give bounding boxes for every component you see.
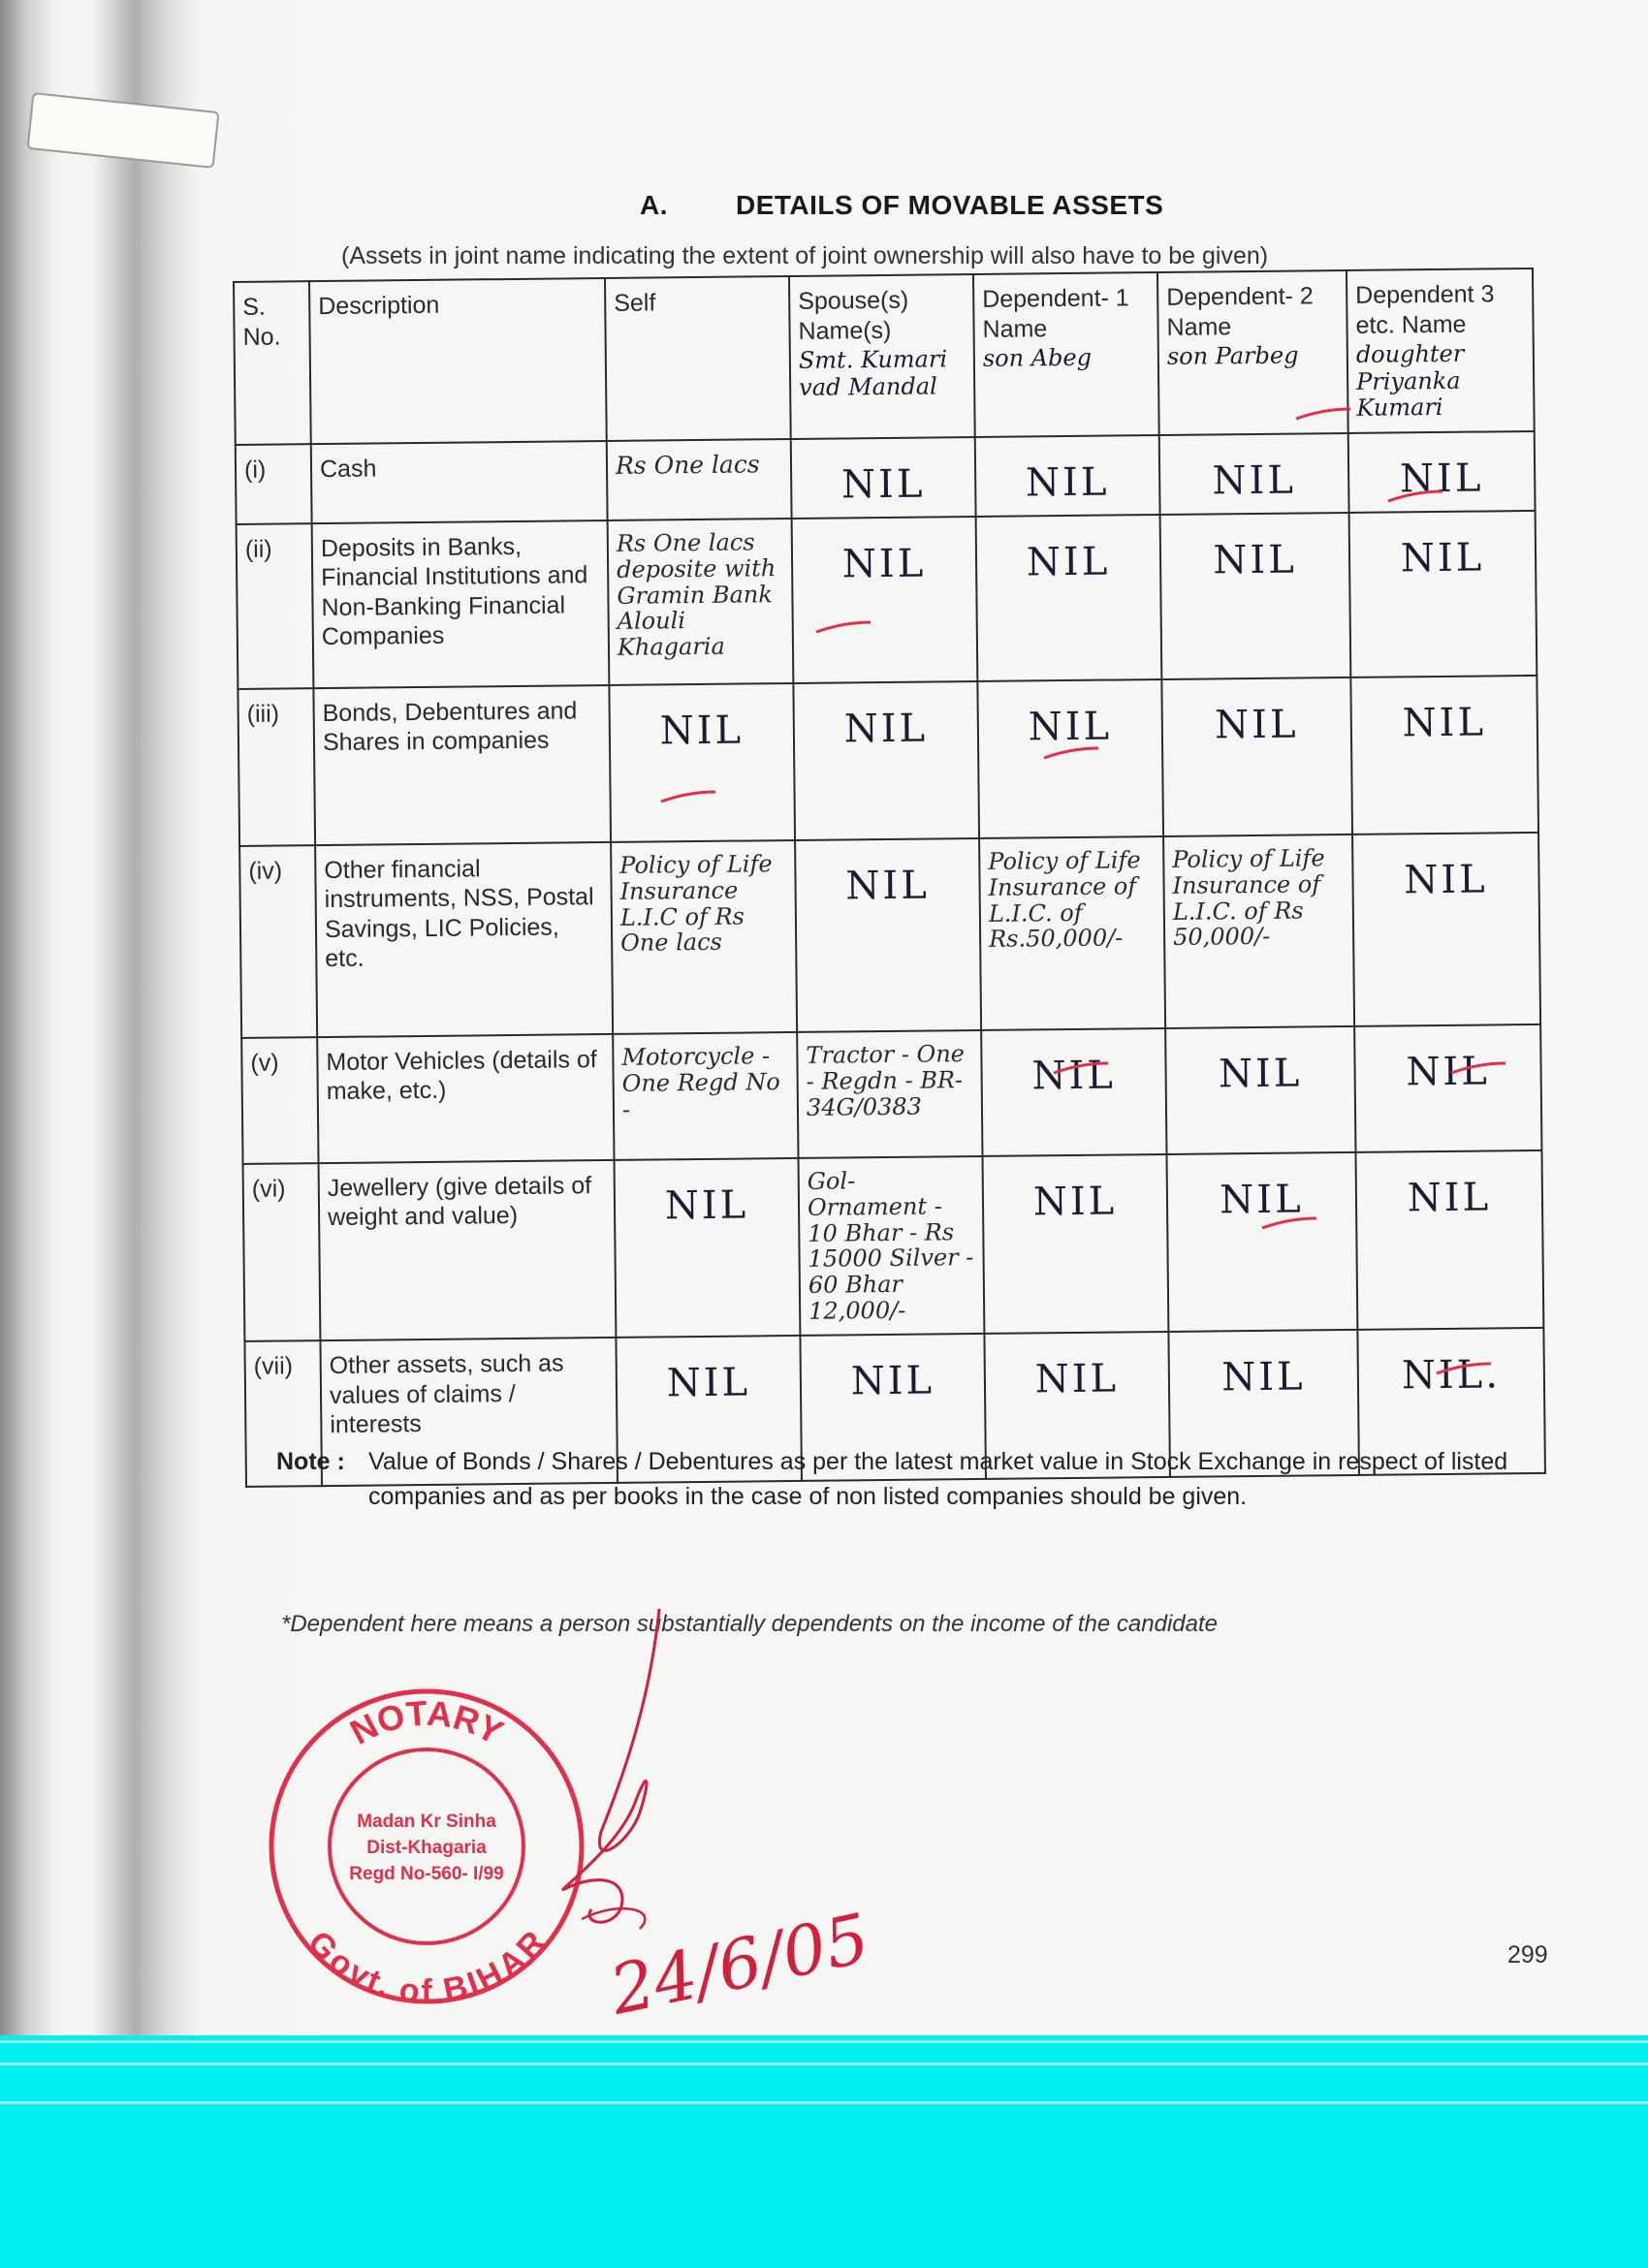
row-dep1: NIL: [1025, 459, 1110, 506]
table-row: [241, 1024, 1541, 1164]
row-self: Policy of Life Insurance L.I.C of Rs One lacs: [611, 840, 797, 1034]
header-dep1-label: Dependent- 1 Name: [982, 284, 1129, 343]
row-dep2: NIL: [1220, 1354, 1306, 1401]
row-self: Rs One lacs: [607, 439, 792, 520]
row-dep3: NIL: [1400, 535, 1485, 582]
table-row: [237, 511, 1537, 689]
row-dep1: NIL: [1026, 539, 1111, 585]
row-sno: (iv): [239, 845, 317, 1038]
row-dep3: NIL: [1402, 700, 1487, 746]
row-sno: (ii): [237, 523, 314, 689]
red-tick-mark: [1294, 407, 1352, 421]
red-tick-mark: [1052, 1061, 1110, 1075]
row-sno: (iii): [238, 688, 315, 846]
seal-bottom-text: Govt. of BIHAR: [300, 1924, 554, 2011]
row-description: Motor Vehicles (details of make, etc.): [317, 1034, 614, 1163]
header-dep3: [1347, 268, 1535, 433]
row-spouse: NIL: [843, 706, 929, 752]
header-self: Self: [605, 276, 791, 441]
row-self: NIL: [666, 1360, 751, 1406]
row-dep2: NIL: [1213, 537, 1297, 583]
page-number: 299: [1507, 1941, 1548, 1969]
valuation-note: [276, 1444, 1556, 1515]
row-dep1: NIL: [1028, 704, 1113, 750]
signature-date: 24/6/05: [603, 1898, 876, 2031]
header-spouse-label: Spouse(s) Name(s): [798, 286, 909, 345]
row-sno: (i): [236, 444, 312, 524]
header-dep3-name: doughter Priyanka Kumari: [1355, 339, 1465, 423]
row-dep1: NIL: [1034, 1356, 1120, 1402]
scan-shadow: [92, 0, 199, 2035]
row-self: NIL: [659, 708, 745, 754]
header-description: Description: [309, 278, 607, 444]
header-spouse-name: Smt. Kumari vad Mandal: [798, 345, 948, 401]
row-dep2: NIL: [1214, 702, 1299, 748]
row-dep1: Policy of Life Insurance of L.I.C. of Rs.50,000/-: [979, 836, 1165, 1030]
row-sno: (vi): [243, 1163, 321, 1341]
movable-assets-table: [233, 268, 1546, 1488]
row-dep1: NIL: [1032, 1179, 1118, 1225]
seal-top-text: NOTARY: [343, 1692, 510, 1752]
section-title-text: DETAILS OF MOVABLE ASSETS: [736, 190, 1164, 220]
row-description: Other assets, such as values of claims / interests: [320, 1338, 618, 1486]
header-dep1: [973, 272, 1159, 437]
header-dep2-name: son Parbeg: [1166, 341, 1299, 370]
table-row: [239, 833, 1540, 1038]
header-sno: S. No.: [234, 281, 311, 445]
scan-line: [0, 2101, 1648, 2104]
handwritten-signature: [504, 1590, 911, 2045]
row-spouse: Tractor - One - Regdn - BR-34G/0383: [797, 1030, 982, 1158]
red-tick-mark: [1449, 1061, 1507, 1075]
row-description: Bonds, Debentures and Shares in companies: [313, 685, 611, 845]
row-dep3: NIL: [1404, 857, 1488, 903]
row-description: Cash: [311, 441, 608, 523]
seal-line3: Regd No-560- I/99: [349, 1864, 504, 1884]
header-dep1-name: son Abeg: [982, 343, 1093, 372]
row-dep2: Policy of Life Insurance of L.I.C. of Rs 50,000/-: [1163, 835, 1354, 1028]
row-description: Jewellery (give details of weight and value): [319, 1160, 617, 1340]
row-dep3: NIL: [1399, 456, 1484, 502]
red-tick-mark: [1260, 1216, 1318, 1230]
row-self: NIL: [664, 1182, 749, 1229]
row-spouse: NIL: [840, 461, 926, 508]
note-label: Note :: [276, 1448, 345, 1475]
row-sno: (v): [241, 1037, 318, 1164]
row-spouse: NIL: [841, 541, 927, 587]
row-dep3: NIL: [1407, 1175, 1492, 1221]
row-sno: (vii): [244, 1340, 322, 1487]
section-title: [640, 190, 1163, 221]
row-description: Deposits in Banks, Financial Institutions and Non-Banking Financial Companies: [312, 520, 610, 688]
row-dep3: NIL: [1406, 1049, 1491, 1095]
scanner-cyan-band: [0, 2035, 1648, 2268]
seal-line2: Dist-Khagaria: [366, 1838, 487, 1858]
seal-line1: Madan Kr Sinha: [357, 1811, 496, 1832]
row-self: Motorcycle - One Regd No -: [613, 1032, 798, 1160]
red-tick-mark: [659, 790, 717, 803]
red-tick-mark: [1386, 489, 1444, 503]
red-tick-mark: [814, 620, 872, 634]
red-tick-mark: [1042, 746, 1100, 760]
scan-line: [0, 2063, 1648, 2065]
row-spouse: NIL: [845, 863, 930, 909]
dependent-note: *Dependent here means a person substantially dependents on the income of the candidate: [281, 1611, 1218, 1637]
section-subtitle: (Assets in joint name indicating the extent of joint ownership will also have to be given): [341, 242, 1269, 269]
header-dep3-label: Dependent 3 etc. Name: [1355, 280, 1495, 339]
row-dep2: NIL: [1212, 457, 1297, 504]
note-text: Value of Bonds / Shares / Debentures as per the latest market value in Stock Exchange in respect of listed companies and as per books in the case of non listed companies should be given.: [368, 1448, 1508, 1511]
table-row: [243, 1150, 1544, 1341]
row-spouse: NIL: [850, 1358, 935, 1404]
row-self: Rs One lacs deposite with Gramin Bank Alouli Khagaria: [608, 519, 794, 685]
header-spouse: [789, 274, 975, 439]
row-description: Other financial instruments, NSS, Postal Savings, LIC Policies, etc.: [315, 842, 613, 1037]
header-dep2-label: Dependent- 2 Name: [1166, 282, 1314, 341]
row-dep2: NIL: [1218, 1051, 1303, 1097]
row-dep3: NIL.: [1401, 1352, 1502, 1399]
scan-line: [0, 2040, 1648, 2043]
row-dep2: NIL: [1220, 1177, 1304, 1223]
red-tick-mark: [1435, 1362, 1493, 1375]
row-dep1: NIL: [1031, 1053, 1117, 1099]
table-row: [236, 431, 1536, 524]
section-prefix: A.: [640, 190, 668, 220]
row-spouse: Gol-Ornament - 10 Bhar - Rs 15000 Silver - 60 Bhar 12,000/-: [799, 1156, 985, 1336]
table-row: [238, 676, 1538, 846]
